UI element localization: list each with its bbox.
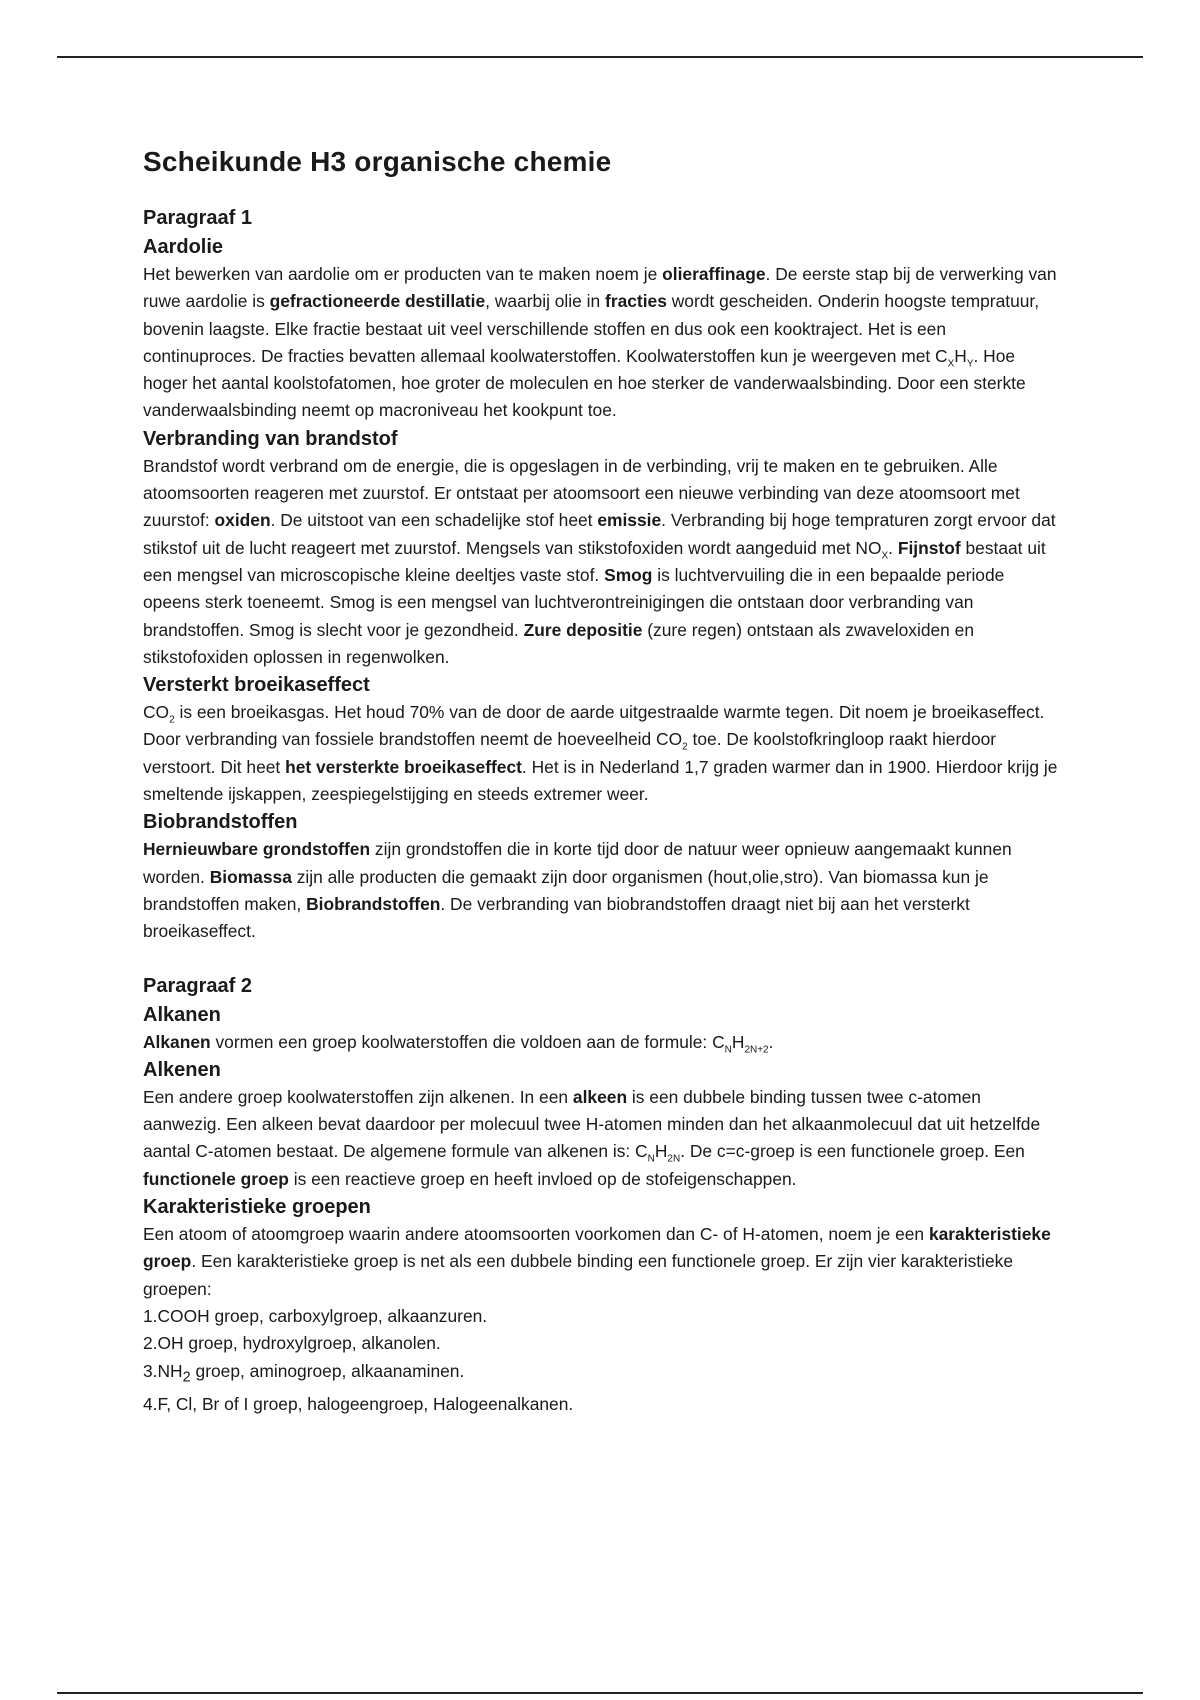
list-item: $3.NH_2$ groep, aminogroep, alkaanaminen. bbox=[143, 1360, 465, 1385]
paragraaf-1 bbox=[143, 204, 1063, 946]
section-text-karakteristieke-groepen: Een atoom of atoomgroep waarin andere atoomsoorten voorkomen dan C- of H-atomen, noem je een karakteristieke groep. Een karakteristieke groep is net als een dubbele binding een functionele groep. Er zijn vier karakteristieke groepen: bbox=[143, 1224, 1051, 1299]
karakteristieke-groepen-list bbox=[143, 1303, 1063, 1419]
section-text-alkanen: Alkanen vormen een groep koolwaterstoffen die voldoen aan de formule: $C_NH_{2N+2}$. bbox=[143, 1031, 774, 1055]
document-title: Scheikunde H3 organische chemie bbox=[143, 146, 612, 177]
list-item: 4.F, Cl, Br of I groep, halogeengroep, Halogeenalkanen. bbox=[143, 1394, 574, 1415]
top-rule bbox=[57, 56, 1143, 58]
section-text-broeikaseffect: $CO_2$ is een broeikasgas. Het houd 70% van de door de aarde uitgestraalde warmte tegen. Dit noem je broeikaseffect. Door verbranding van fossiele brandstoffen neemt de hoeveelheid $CO_2$ toe. De koolstofkringloop raakt hierdoor verstoort. Dit heet het versterkte broeikaseffect. Het is in Nederland 1,7 graden warmer dan in 1900. Hierdoor krijg je smeltende ijskappen, zeespiegelstijging en steeds extremer weer. bbox=[143, 702, 1058, 805]
section-heading-biobrandstoffen: Biobrandstoffen bbox=[143, 811, 298, 834]
section-text-aardolie: Het bewerken van aardolie om er producten van te maken noem je olieraffinage. De eerste stap bij de verwerking van ruwe aardolie is gefractioneerde destillatie, waarbij olie in fracties wordt gescheiden. Onderin hoogste tempratuur, bovenin laagste. Elke fractie bestaat uit veel verschillende stoffen en dus ook een kooktraject. Het is een continuproces. De fracties bevatten allemaal koolwaterstoffen. Koolwaterstoffen kun je weergeven met $C_XH_Y$. Hoe hoger het aantal koolstofatomen, hoe groter de moleculen en hoe sterker de vanderwaalsbinding. Door een sterkte vanderwaalsbinding neemt op macroniveau het kookpunt toe. bbox=[143, 264, 1057, 421]
section-heading-alkenen: Alkenen bbox=[143, 1058, 221, 1081]
section-text-alkenen: Een andere groep koolwaterstoffen zijn alkenen. In een alkeen is een dubbele binding tussen twee c-atomen aanwezig. Een alkeen bevat daardoor per molecuul twee H-atomen minden dan het alkaanmolecuul dat uit hetzelfde aantal C-atomen bestaat. De algemene formule van alkenen is: $C_NH_{2N}$. De c=c-groep is een functionele groep. Een functionele groep is een reactieve groep en heeft invloed op de stofeigenschappen. bbox=[143, 1086, 1041, 1189]
paragraaf-heading: Paragraaf 1 bbox=[143, 207, 252, 229]
document-page bbox=[143, 142, 1063, 1419]
paragraaf-2 bbox=[143, 972, 1063, 1419]
section-text-biobrandstoffen: Hernieuwbare grondstoffen zijn grondstoffen die in korte tijd door de natuur weer opnieuw aangemaakt kunnen worden. Biomassa zijn alle producten die gemaakt zijn door organismen (hout,olie,stro). Van biomassa kun je brandstoffen maken, Biobrandstoffen. De verbranding van biobrandstoffen draagt niet bij aan het versterkt broeikaseffect. bbox=[143, 839, 1012, 942]
section-heading-aardolie: Aardolie bbox=[143, 236, 224, 258]
paragraaf-heading: Paragraaf 2 bbox=[143, 974, 252, 997]
section-heading-karakteristieke-groepen: Karakteristieke groepen bbox=[143, 1196, 371, 1219]
bottom-rule bbox=[57, 1692, 1143, 1694]
section-heading-broeikaseffect: Versterkt broeikaseffect bbox=[143, 674, 370, 697]
section-heading-alkanen: Alkanen bbox=[143, 1003, 221, 1026]
list-item: 1.COOH groep, carboxylgroep, alkaanzuren. bbox=[143, 1305, 488, 1326]
section-text-verbranding: Brandstof wordt verbrand om de energie, die is opgeslagen in de verbinding, vrij te maken en te gebruiken. Alle atoomsoorten reageren met zuurstof. Er ontstaat per atoomsoort een nieuwe verbinding van deze atoomsoort met zuurstof: oxiden. De uitstoot van een schadelijke stof heet emissie. Verbranding bij hoge tempraturen zorgt ervoor dat stikstof uit de lucht reageert met zuurstof. Mengsels van stikstofoxiden wordt aangeduid met $NO_X$. Fijnstof bestaat uit een mengsel van microscopische kleine deeltjes vaste stof. Smog is luchtvervuiling die in een bepaalde periode opeens sterk toeneemt. Smog is een mengsel van luchtverontreinigingen die ontstaan door verbranding van brandstoffen. Smog is slecht voor je gezondheid. Zure depositie (zure regen) ontstaan als zwaveloxiden en stikstofoxiden oplossen in regenwolken. bbox=[143, 455, 1056, 667]
list-item: 2.OH groep, hydroxylgroep, alkanolen. bbox=[143, 1333, 441, 1354]
section-heading-verbranding: Verbranding van brandstof bbox=[143, 427, 398, 450]
